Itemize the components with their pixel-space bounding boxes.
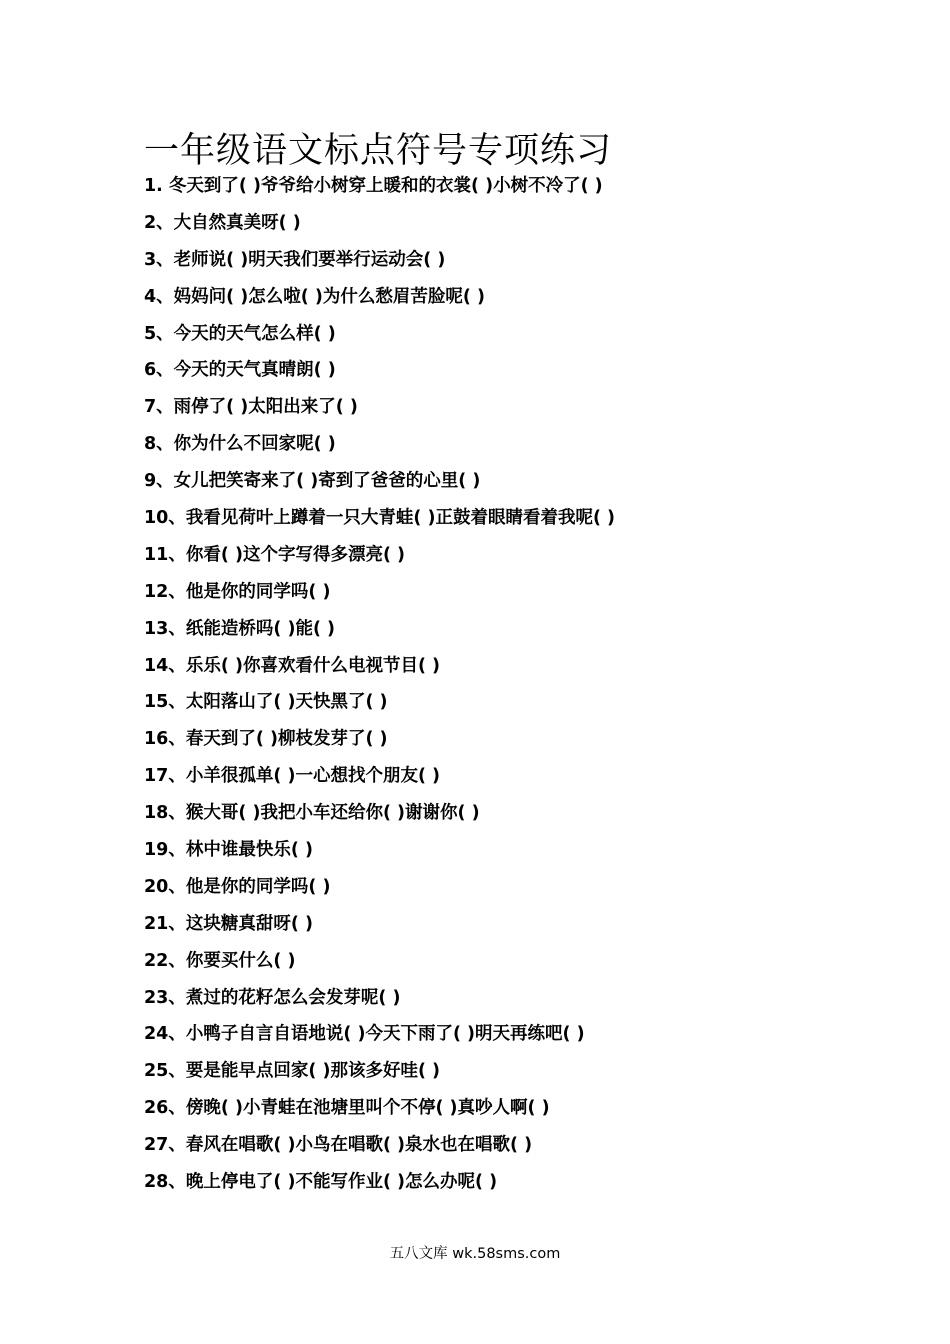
question-item: 17、小羊很孤单( )一心想找个朋友( ) — [144, 766, 441, 787]
question-item: 13、纸能造桥吗( )能( ) — [144, 618, 336, 639]
page-footer: 五八文库 wk.58sms.com — [389, 1246, 561, 1262]
question-item: 8、你为什么不回家呢( ) — [144, 434, 336, 455]
question-item: 24、小鸭子自言自语地说( )今天下雨了( )明天再练吧( ) — [144, 1024, 585, 1045]
question-item: 10、我看见荷叶上蹲着一只大青蛙( )正鼓着眼睛看着我呢( ) — [144, 508, 616, 529]
question-item: 25、要是能早点回家( )那该多好哇( ) — [144, 1061, 441, 1082]
question-list — [144, 168, 615, 1201]
question-item: 23、煮过的花籽怎么会发芽呢( ) — [144, 987, 401, 1008]
question-item: 21、这块糖真甜呀( ) — [144, 913, 313, 934]
question-item: 14、乐乐( )你喜欢看什么电视节目( ) — [144, 655, 441, 676]
question-item: 7、雨停了( )太阳出来了( ) — [144, 397, 358, 418]
question-item: 19、林中谁最快乐( ) — [144, 840, 313, 861]
question-item: 27、春风在唱歌( )小鸟在唱歌( )泉水也在唱歌( ) — [144, 1135, 533, 1156]
question-item: 6、今天的天气真晴朗( ) — [144, 360, 336, 381]
question-item: 9、女儿把笑寄来了( )寄到了爸爸的心里( ) — [144, 471, 481, 492]
question-item: 12、他是你的同学吗( ) — [144, 581, 331, 602]
question-item: 26、傍晚( )小青蛙在池塘里叫个不停( )真吵人啊( ) — [144, 1098, 550, 1119]
question-item: 5、今天的天气怎么样( ) — [144, 323, 336, 344]
question-item: 16、春天到了( )柳枝发芽了( ) — [144, 729, 388, 750]
question-item: 11、你看( )这个字写得多漂亮( ) — [144, 544, 406, 565]
question-item: 28、晚上停电了( )不能写作业( )怎么办呢( ) — [144, 1172, 498, 1193]
question-item: 4、妈妈问( )怎么啦( )为什么愁眉苦脸呢( ) — [144, 286, 485, 307]
question-item: 18、猴大哥( )我把小车还给你( )谢谢你( ) — [144, 803, 480, 824]
page-title: 一年级语文标点符号专项练习 — [144, 131, 613, 171]
question-item: 22、你要买什么( ) — [144, 950, 296, 971]
question-item: 15、太阳落山了( )天快黑了( ) — [144, 692, 388, 713]
question-item: 3、老师说( )明天我们要举行运动会( ) — [144, 249, 446, 270]
question-item: 1. 冬天到了( )爷爷给小树穿上暖和的衣裳( )小树不冷了( ) — [144, 176, 603, 196]
question-item: 20、他是你的同学吗( ) — [144, 876, 331, 897]
question-item: 2、大自然真美呀( ) — [144, 212, 301, 233]
